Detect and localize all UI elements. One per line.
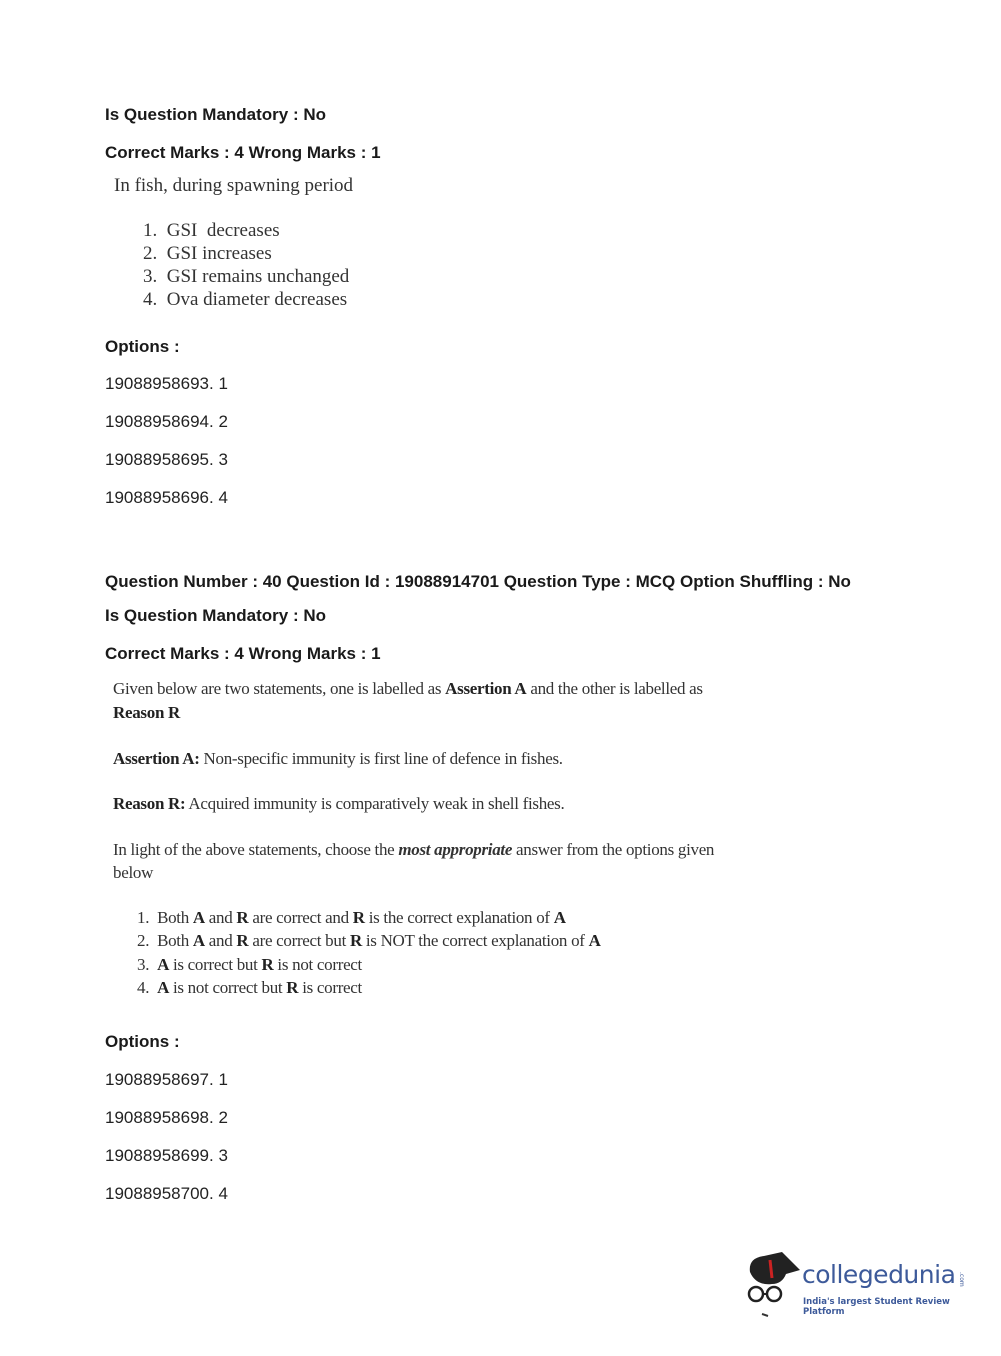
collegedunia-logo — [742, 1250, 972, 1320]
logo-name: collegedunia — [802, 1260, 956, 1289]
q40-item — [137, 954, 362, 976]
q40-instruction: In light of the above statements, choose the most appropriate answer from the options given — [113, 840, 715, 859]
q40-item-text: are correct and — [248, 908, 353, 927]
q39-option: 19088958695. 3 — [105, 450, 228, 469]
q40-option: 19088958699. 3 — [105, 1146, 228, 1165]
q40-intro-2: Reason R — [113, 703, 181, 722]
logo-com: .com — [958, 1272, 965, 1287]
q40-item-text: 4. — [137, 977, 158, 997]
q40-item-text: A — [553, 908, 566, 927]
q40-item-text: and — [204, 908, 237, 927]
q40-item-text: Both — [157, 908, 193, 927]
q40-item — [137, 977, 362, 999]
q40-item — [137, 907, 566, 929]
q40-item-text: 1. — [137, 908, 158, 927]
q40-item-text: is the correct explanation of — [364, 908, 554, 927]
q39-item: 3. GSI remains unchanged — [143, 266, 350, 287]
q40-instruction-2: below — [113, 863, 154, 882]
mascot-icon — [742, 1250, 802, 1320]
q39-option: 19088958693. 1 — [105, 374, 228, 393]
q39-option: 19088958696. 4 — [105, 488, 228, 507]
q40-intro: Given below are two statements, one is labelled as Assertion A and the other is labelled as — [113, 679, 703, 698]
q40-item-text: is correct — [298, 977, 362, 997]
q40-item-text: is correct but — [169, 954, 262, 974]
q39-item: 2. GSI increases — [143, 243, 272, 264]
q39-options-label: Options : — [105, 337, 180, 356]
q40-item — [137, 930, 601, 952]
q40-item-text: R — [349, 931, 362, 951]
q40-item-text: and — [204, 931, 237, 951]
q40-header: Question Number : 40 Question Id : 19088914701 Question Type : MCQ Option Shuffling : No — [105, 572, 851, 591]
q40-item-text: A — [192, 931, 205, 951]
q40-item-text: A — [157, 977, 170, 997]
q40-item-text: R — [261, 954, 274, 974]
q39-marks: Correct Marks : 4 Wrong Marks : 1 — [105, 143, 381, 162]
q40-option: 19088958698. 2 — [105, 1108, 228, 1127]
q40-item-text: R — [236, 908, 249, 927]
q40-mandatory: Is Question Mandatory : No — [105, 606, 327, 625]
q39-item: 1. GSI decreases — [143, 220, 280, 241]
q40-option: 19088958697. 1 — [105, 1070, 228, 1089]
q40-item-text: A — [588, 931, 601, 951]
q40-reason: Reason R: Acquired immunity is comparatively weak in shell fishes. — [113, 794, 565, 813]
q39-option: 19088958694. 2 — [105, 412, 228, 431]
q39-item: 4. Ova diameter decreases — [143, 289, 348, 310]
q40-item-text: is not correct but — [169, 977, 287, 997]
q40-item-text: A — [192, 908, 205, 927]
q40-item-text: 2. — [137, 931, 158, 951]
logo-tagline: India's largest Student Review Platform — [803, 1297, 950, 1317]
q40-item-text: Both — [157, 931, 193, 951]
q39-mandatory: Is Question Mandatory : No — [105, 105, 327, 124]
q40-option: 19088958700. 4 — [105, 1184, 228, 1203]
q40-item-text: are correct but — [248, 931, 350, 951]
q40-item-text: R — [236, 931, 249, 951]
q40-options-label: Options : — [105, 1032, 180, 1051]
q39-question: In fish, during spawning period — [114, 175, 354, 196]
q40-item-text: R — [286, 977, 299, 997]
q40-item-text: R — [352, 908, 365, 927]
q40-marks: Correct Marks : 4 Wrong Marks : 1 — [105, 644, 381, 663]
q40-assertion: Assertion A: Non-specific immunity is first line of defence in fishes. — [113, 749, 563, 768]
q40-item-text: 3. — [137, 954, 158, 974]
q40-item-text: is not correct — [273, 954, 362, 974]
q40-item-text: A — [157, 954, 170, 974]
q40-item-text: is NOT the correct explanation of — [361, 931, 589, 951]
